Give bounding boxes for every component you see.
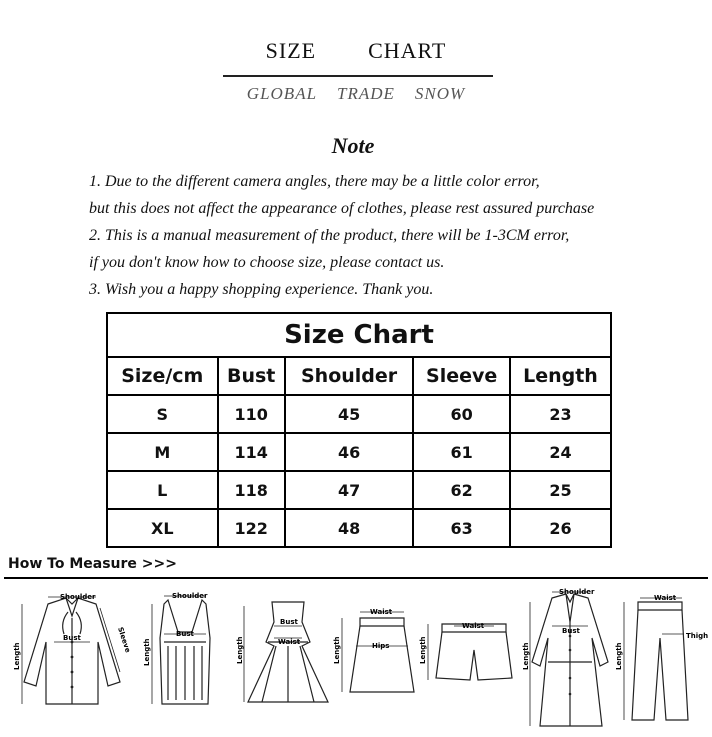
note-line: if you don't know how to choose size, please contact us. — [89, 254, 445, 271]
table-cell: M — [107, 433, 218, 471]
table-cell: 23 — [510, 395, 611, 433]
table-row — [107, 433, 611, 471]
table-cell: 26 — [510, 509, 611, 547]
table-cell: 60 — [413, 395, 510, 433]
note-list — [89, 168, 689, 303]
note-line: but this does not affect the appearance of clothes, please rest assured purchase — [89, 200, 595, 217]
sub-global: GLOBAL — [246, 84, 318, 103]
table-cell: 25 — [510, 471, 611, 509]
column-header: Shoulder — [285, 357, 414, 395]
label-shoulder: Shoulder — [60, 593, 96, 601]
table-cell: 47 — [285, 471, 414, 509]
note-title: Note — [331, 133, 375, 158]
header-subtitle — [0, 84, 712, 104]
label-bust: Bust — [280, 618, 298, 626]
size-chart-title: Size Chart — [107, 313, 611, 357]
column-header: Size/cm — [107, 357, 218, 395]
table-cell: 114 — [218, 433, 285, 471]
table-cell: 48 — [285, 509, 414, 547]
measure-divider — [4, 577, 708, 579]
label-sleeve: Sleeve — [116, 626, 132, 654]
label-bust: Bust — [63, 634, 81, 642]
header-title-chart: CHART — [368, 38, 447, 63]
header-title — [0, 38, 712, 64]
column-header: Length — [510, 357, 611, 395]
trousers-icon — [616, 582, 708, 737]
table-cell: 122 — [218, 509, 285, 547]
sub-snow: SNOW — [414, 84, 466, 103]
skirt-icon — [334, 582, 418, 727]
note-line: 2. This is a manual measurement of the product, there will be 1-3CM error, — [89, 227, 570, 244]
table-cell: 118 — [218, 471, 285, 509]
label-length: Length — [333, 636, 341, 664]
note-line: 3. Wish you a happy shopping experience. Thank you. — [89, 281, 434, 298]
table-cell: 110 — [218, 395, 285, 433]
blouse-icon — [8, 582, 138, 727]
label-shoulder: Shoulder — [559, 588, 595, 596]
table-row — [107, 471, 611, 509]
label-length: Length — [13, 642, 21, 670]
label-length: Length — [236, 636, 244, 664]
shorts-icon — [420, 582, 520, 727]
label-bust: Bust — [562, 627, 580, 635]
table-cell: 46 — [285, 433, 414, 471]
column-header: Sleeve — [413, 357, 510, 395]
table-header-row — [107, 357, 611, 395]
label-hips: Hips — [372, 642, 390, 650]
label-shoulder: Shoulder — [172, 592, 208, 600]
label-length: Length — [615, 642, 623, 670]
table-row — [107, 509, 611, 547]
column-header: Bust — [218, 357, 285, 395]
label-waist: Waist — [278, 638, 301, 646]
table-cell: XL — [107, 509, 218, 547]
header-divider — [223, 75, 493, 77]
label-bust: Bust — [176, 630, 194, 638]
table-cell: 62 — [413, 471, 510, 509]
coat-icon — [524, 582, 614, 737]
size-chart-table — [106, 312, 612, 548]
table-cell: S — [107, 395, 218, 433]
label-waist: Waist — [654, 594, 677, 602]
label-length: Length — [143, 638, 151, 666]
label-waist: Waist — [462, 622, 485, 630]
tank-top-icon — [140, 582, 230, 727]
how-to-measure-title: How To Measure >>> — [8, 556, 177, 572]
table-cell: 61 — [413, 433, 510, 471]
table-row — [107, 395, 611, 433]
label-length: Length — [419, 636, 427, 664]
table-cell: 24 — [510, 433, 611, 471]
header-title-size: SIZE — [265, 38, 317, 63]
table-cell: 63 — [413, 509, 510, 547]
table-cell: L — [107, 471, 218, 509]
label-waist: Waist — [370, 608, 393, 616]
table-cell: 45 — [285, 395, 414, 433]
note-line: 1. Due to the different camera angles, there may be a little color error, — [89, 173, 540, 190]
label-length: Length — [522, 642, 530, 670]
label-thigh: Thigh — [686, 632, 709, 640]
dress-icon — [238, 582, 338, 727]
sub-trade: TRADE — [337, 84, 395, 103]
